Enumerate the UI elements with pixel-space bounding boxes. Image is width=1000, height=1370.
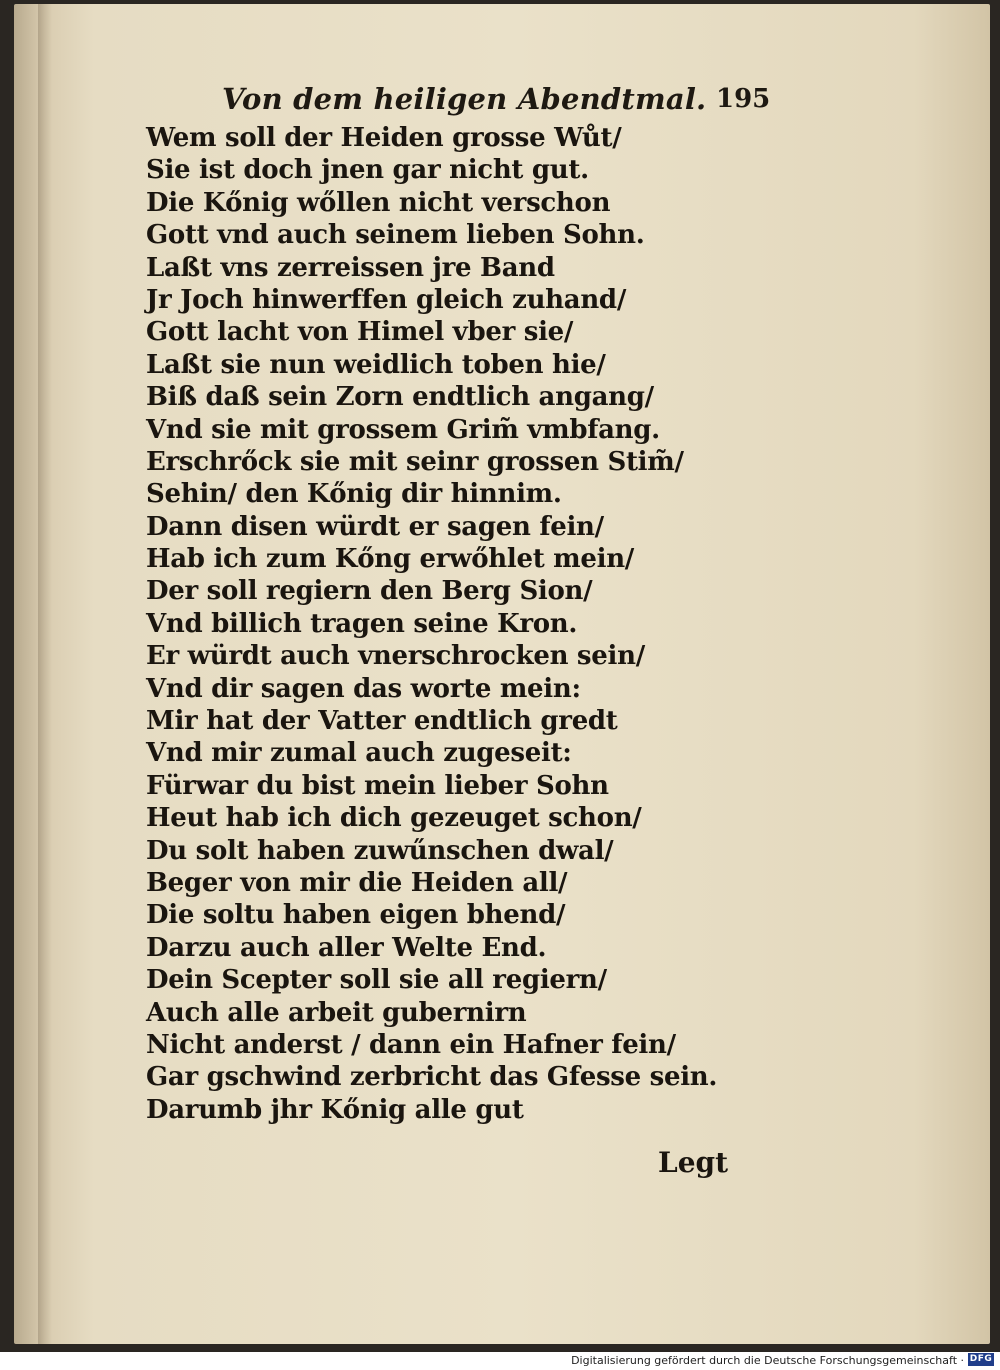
verse-line: Vnd dir sagen das worte mein: [146,673,581,704]
page-header [222,82,771,122]
catchword: Legt [658,1146,729,1179]
verse-line: Er würdt auch vnerschrocken sein/ [146,641,645,672]
verse-line: Vnd billich tragen seine Kron. [146,608,578,639]
verse-line: Dein Scepter soll sie all regiern/ [146,965,607,996]
verse-line: Darzu auch aller Welte End. [146,932,547,963]
verse-line: Vnd mir zumal auch zugeseit: [146,738,572,769]
verse-line: Vnd sie mit grossem Grim̃ vmbfang. [146,414,660,445]
running-title: Von dem heiligen Abendtmal. [222,82,707,116]
verse-line: Fürwar du bist mein lieber Sohn [146,770,609,801]
verse-line: Nicht anderst / dann ein Hafner fein/ [146,1029,676,1060]
page-number: 195 [716,84,771,114]
verse-line: Laßt sie nun weidlich toben hie/ [146,349,606,380]
verse-line: Heut hab ich dich gezeuget schon/ [146,803,642,834]
verse-line: Gott vnd auch seinem lieben Sohn. [146,220,645,251]
verse-line: Laßt vns zerreissen jre Band [146,252,555,283]
verse-line: Du solt haben zuwűnschen dwal/ [146,835,614,866]
verse-line: Jr Joch hinwerffen gleich zuhand/ [146,284,627,315]
verse-line: Gott lacht von Himel vber sie/ [146,317,574,348]
verse-line: Darumb jhr Kőnig alle gut [146,1094,524,1125]
digitization-credit: Digitalisierung gefördert durch die Deutsche Forschungsgemeinschaft · [571,1354,964,1367]
verse-line: Dann disen würdt er sagen fein/ [146,511,604,542]
verse-line: Wem soll der Heiden grosse Wůt/ [146,123,622,153]
verse-line: Die Kőnig wőllen nicht verschon [146,187,611,218]
verse-line: Sie ist doch jnen gar nicht gut. [146,155,589,186]
verse-line: Mir hat der Vatter endtlich gredt [146,706,618,737]
page-gutter-shadow [38,4,52,1344]
verse-line: Der soll regiern den Berg Sion/ [146,576,593,607]
verse-line: Auch alle arbeit gubernirn [146,997,527,1028]
verse-line: Die soltu haben eigen bhend/ [146,900,566,931]
verse-text [146,122,718,1126]
verse-line: Erschrőck sie mit seinr grossen Stim̃/ [146,446,684,477]
verse-line: Sehin/ den Kőnig dir hinnim. [146,479,562,510]
verse-line: Beger von mir die Heiden all/ [146,867,568,898]
verse-line: Biß daß sein Zorn endtlich angang/ [146,382,654,413]
verse-line: Gar gschwind zerbricht das Gfesse sein. [146,1062,718,1093]
dfg-logo: DFG [969,1354,993,1364]
verse-line: Hab ich zum Kőng erwőhlet mein/ [146,544,634,575]
